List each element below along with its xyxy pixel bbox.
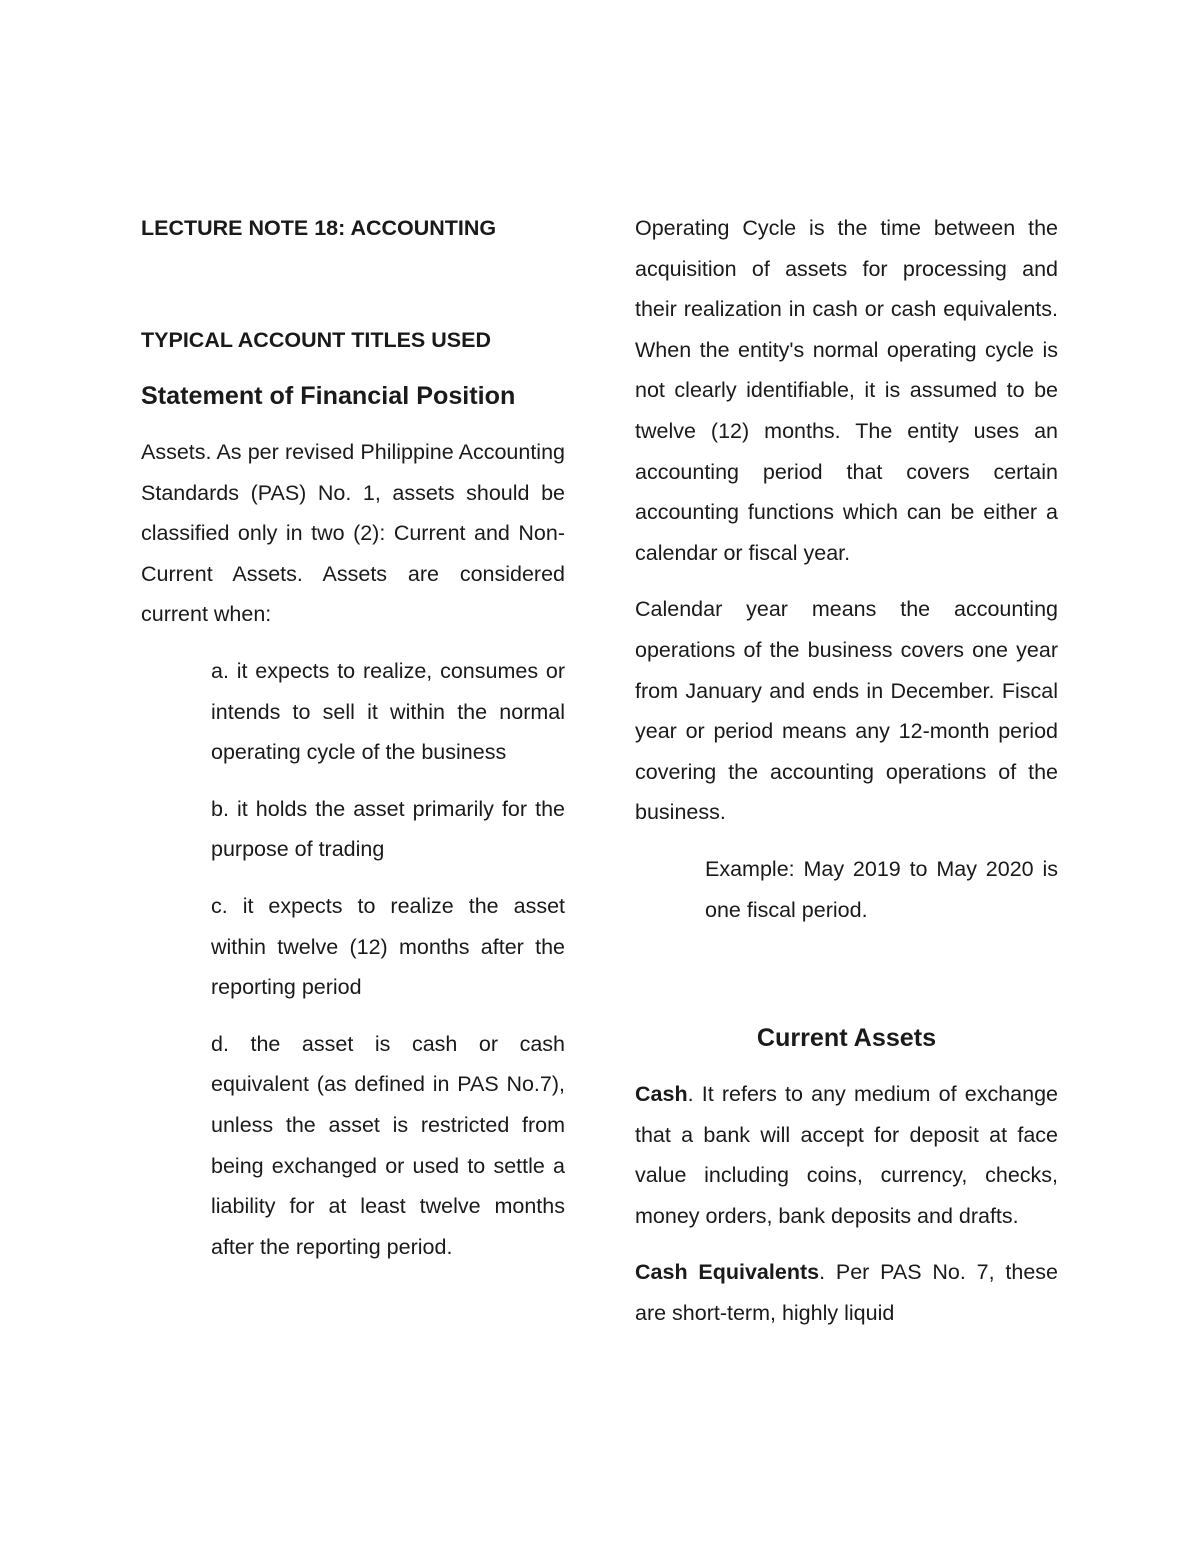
condition-b: b. it holds the asset primarily for the purpose of trading — [211, 796, 565, 862]
cash-equivalents-term: Cash Equivalents — [635, 1260, 820, 1285]
statement-subheading: Statement of Financial Position — [141, 382, 516, 410]
current-assets-heading: Current Assets — [756, 1024, 937, 1053]
cash-paragraph — [635, 1074, 1058, 1236]
section-title: TYPICAL ACCOUNT TITLES USED — [141, 328, 491, 352]
calendar-year-paragraph: Calendar year means the accounting operations of the business covers one year from January and ends in December. Fiscal year or period means any 12-month period covering the accounting operations of the business. — [635, 597, 1058, 825]
cash-equivalents-paragraph — [635, 1252, 1058, 1333]
condition-c: c. it expects to realize the asset within twelve (12) months after the reporting period — [211, 893, 565, 1000]
lecture-title: LECTURE NOTE 18: ACCOUNTING — [141, 216, 497, 240]
assets-paragraph: Assets. As per revised Philippine Accounting Standards (PAS) No. 1, assets should be classified only in two (2): Current and Non-Current Assets. Assets are considered current when: — [141, 440, 565, 627]
right-column — [635, 208, 1058, 1350]
condition-d: d. the asset is cash or cash equivalent (as defined in PAS No.7), unless the asset is restricted from being exchanged or used to settle a liability for at least twelve months after the reporting period. — [211, 1031, 565, 1259]
operating-cycle-paragraph: Operating Cycle is the time between the acquisition of assets for processing and their realization in cash or cash equivalents. When the entity's normal operating cycle is not clearly identifiable, it is assumed to be twelve (12) months. The entity uses an accounting period that covers certain accounting functions which can be either a calendar or fiscal year. — [635, 216, 1058, 565]
cash-term: Cash — [635, 1082, 688, 1107]
fiscal-example: Example: May 2019 to May 2020 is one fiscal period. — [705, 856, 1058, 922]
cash-definition: . It refers to any medium of exchange that a bank will accept for deposit at face value including coins, currency, checks, money orders, bank deposits and drafts. — [635, 1082, 1058, 1228]
left-column — [141, 208, 565, 1283]
cash-equivalents-definition: . Per PAS No. 7, these are short-term, highly liquid — [635, 1260, 1058, 1326]
condition-a: a. it expects to realize, consumes or intends to sell it within the normal operating cycle of the business — [211, 658, 565, 765]
spacer — [635, 946, 1058, 1018]
